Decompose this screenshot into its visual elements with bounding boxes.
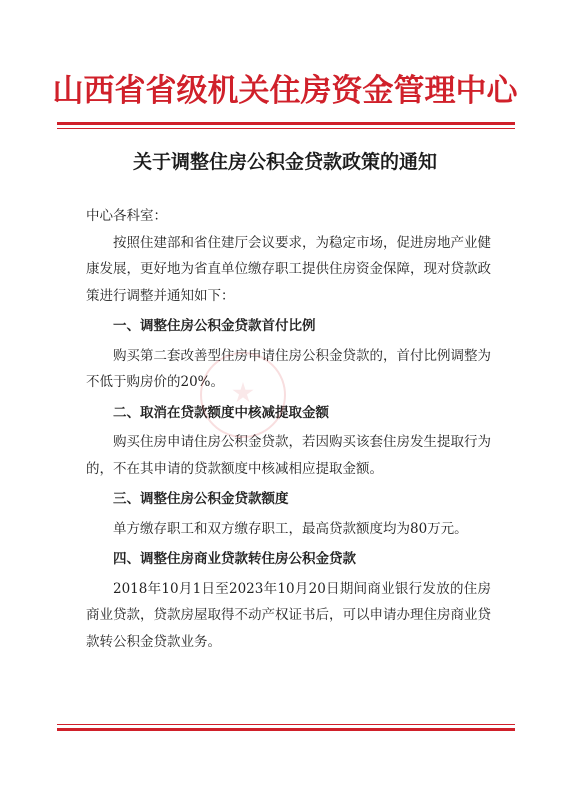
section-text-3: 单方缴存职工和双方缴存职工，最高贷款额度均为80万元。 (113, 520, 468, 537)
section-heading-1: 一、调整住房公积金贷款首付比例 (113, 318, 316, 334)
section-text-1: 购买第二套改善型住房申请住房公积金贷款的，首付比例调整为不低于购房价的20%。 (86, 347, 491, 390)
section-heading-4: 四、调整住房商业贷款转住房公积金贷款 (113, 551, 356, 567)
header-rule-thin (57, 128, 515, 129)
section-text-4: 2018年10月1日至2023年10月20日期间商业银行发放的住房商业贷款，贷款房屋取得不动产权证书后，可以申请办理住房商业贷款转公积金贷款业务。 (86, 580, 491, 650)
footer-rule-thick (57, 728, 515, 731)
organization-header: 山西省省级机关住房资金管理中心 (52, 73, 518, 109)
document-title: 关于调整住房公积金贷款政策的通知 (132, 151, 437, 173)
section-heading-2: 二、取消在贷款额度中核减提取金额 (113, 404, 329, 421)
footer-rule-thin (57, 724, 515, 725)
document-body (86, 203, 491, 655)
section-text-2: 购买住房申请住房公积金贷款，若因购买该套住房发生提取行为的，不在其申请的贷款额度中核减相应提取金额。 (86, 434, 491, 477)
intro-paragraph: 按照住建部和省住建厅会议要求，为稳定市场，促进房地产业健康发展，更好地为省直单位缴存职工提供住房资金保障，现对贷款政策进行调整并通知如下： (86, 234, 491, 304)
section-heading-3: 三、调整住房公积金贷款额度 (113, 491, 289, 507)
header-rule-thick (57, 122, 515, 125)
salutation: 中心各科室： (86, 208, 167, 224)
